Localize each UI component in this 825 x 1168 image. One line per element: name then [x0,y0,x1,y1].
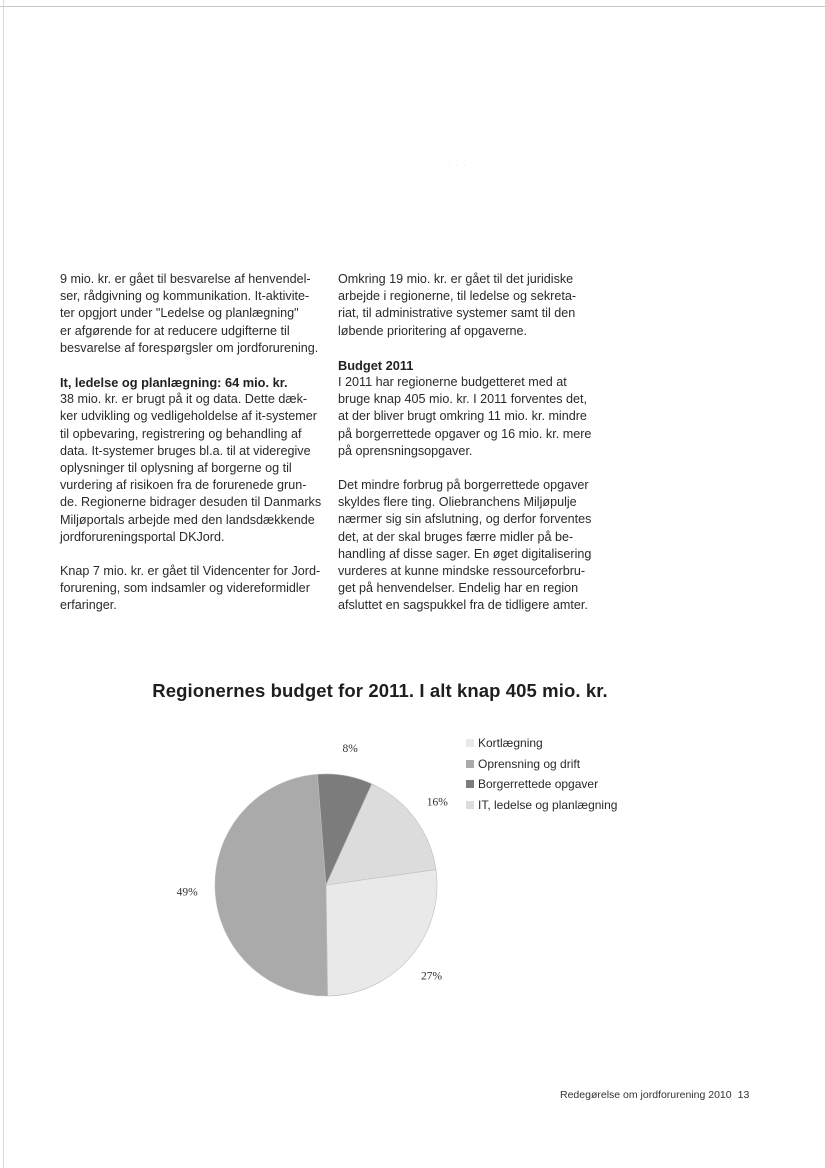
text-line: på oprensningsopgaver. [338,443,473,458]
text-line: vurderes at kunne mindske ressourceforbru- [338,564,586,579]
text-line: ser, rådgivning og kommunikation. It-aktivite- [60,289,310,304]
text-line: ter opgjort under "Ledelse og planlægning" [60,306,299,321]
chart-title: Regionernes budget for 2011. I alt knap 405 mio. kr. [152,680,608,701]
text-line: Knap 7 mio. kr. er gået til Videncenter for Jord- [60,564,321,579]
legend-swatch [466,760,474,768]
section-heading-budget: Budget 2011 [338,357,414,373]
text-line: bruge knap 405 mio. kr. I 2011 forventes det, [338,392,587,407]
text-line: til opbevaring, registrering og behandling af [60,426,302,441]
text-line: I 2011 har regionerne budgetteret med at [338,375,567,390]
text-line: Det mindre forbrug på borgerrettede opgaver [338,478,589,493]
text-line: på borgerrettede opgaver og 16 mio. kr. mere [338,426,592,441]
pie-value-label: 49% [176,886,198,899]
legend-label: Borgerrettede opgaver [478,777,599,791]
text-line: 9 mio. kr. er gået til besvarelse af henvendel- [60,272,311,286]
text-line: forurening, som indsamler og videreformidler [60,581,310,596]
text-line: vurdering af risikoen fra de forurenede grun- [60,478,307,493]
legend-label: IT, ledelse og planlægning [478,797,618,812]
legend-label: Oprensning og drift [478,756,581,771]
text-line: Miljøportals arbejde med den landsdækkende [60,512,315,527]
text-line: afsluttet en sagspukkel fra de tidligere amter. [338,598,588,613]
legend-item-it-ledelse [466,795,617,816]
text-line: data. It-systemer bruges bl.a. til at videregive [60,443,311,458]
text-line: besvarelse af forespørgsler om jordforurening. [60,340,319,355]
legend-item-borgerrettede [466,774,617,795]
chart-legend [466,733,617,815]
text-line: det, at der skal bruges færre midler på be- [338,529,574,544]
text-line: de. Regionerne bidrager desuden til Danmarks [60,495,322,510]
footer-title: Redegørelse om jordforurening 2010 [560,1089,732,1101]
section-heading-it: It, ledelse og planlægning: 64 mio. kr. [60,375,288,391]
pie-slice [215,774,328,996]
text-line: løbende prioritering af opgaverne. [338,323,528,338]
pie-value-label: 27% [420,970,443,983]
legend-swatch [466,801,474,809]
pie-value-label: 8% [342,743,358,756]
pie-value-label: 16% [426,796,448,809]
text-line: ker udvikling og vedligeholdelse af it-systemer [60,409,317,424]
text-line: er afgørende for at reducere udgifterne til [60,323,290,338]
text-line: oplysninger til oplysning af borgerne og til [60,461,292,476]
scan-speck: · · · [448,163,468,169]
legend-item-oprensning [466,754,617,775]
text-line: jordforureningsportal DKJord. [60,529,225,544]
page-number: 13 [737,1089,750,1101]
text-line: Omkring 19 mio. kr. er gået til det juridiske [338,272,574,286]
text-line: at der bliver brugt omkring 11 mio. kr. mindre [338,409,587,424]
legend-item-kortlaegning [466,733,617,754]
text-line: handling af disse sager. En øget digitalisering [338,546,592,561]
text-line: get på henvendelser. Endelig har en region [338,581,579,596]
text-line: nærmer sig sin afslutning, og derfor forventes [338,512,592,527]
page-footer [560,1089,749,1101]
text-line: 38 mio. kr. er brugt på it og data. Dette dæk- [60,392,308,407]
text-line: erfaringer. [60,598,117,613]
text-line: riat, til administrative systemer samt til den [338,306,576,321]
legend-swatch [466,780,474,788]
legend-swatch [466,739,474,747]
legend-label: Kortlægning [478,736,543,750]
text-line: skyldes flere ting. Oliebranchens Miljøpulje [338,495,577,510]
text-line: arbejde i regionerne, til ledelse og sekreta- [338,289,577,304]
